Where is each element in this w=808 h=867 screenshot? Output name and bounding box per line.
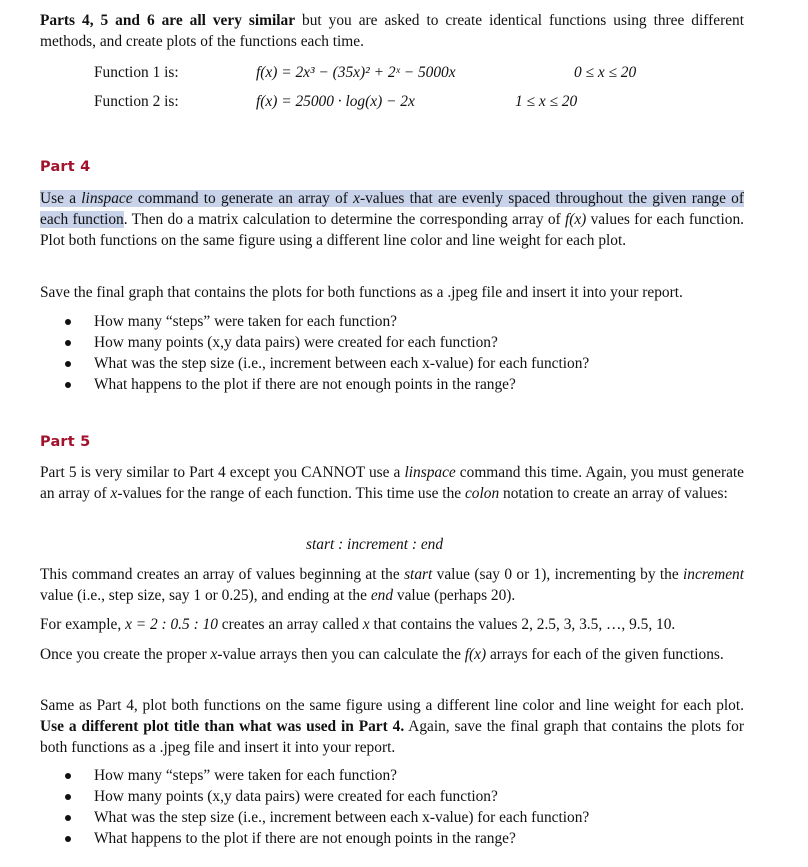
part4-question-list [40,311,589,395]
part4-x-var: x [353,190,360,207]
part5-p3-text-c: that contains the values 2, 2.5, 3, 3.5, …, 9.5, 10. [369,616,676,633]
part4-question-1: How many “steps” were taken for each function? [94,313,397,330]
part4-fx-var: f(x) [564,211,587,228]
function-2-range: 1 ≤ x ≤ 20 [515,93,578,110]
part5-heading: Part 5 [40,434,91,450]
part5-p4-x-var: x [210,646,218,663]
part5-p4-text-c: arrays for each of the given functions. [486,646,724,663]
part5-question-1: How many “steps” were taken for each function? [94,767,397,784]
part5-paragraph-3 [40,614,744,635]
part5-colon-term: colon [464,485,500,502]
part5-p3-text-b: creates an array called [217,616,363,633]
bullet-icon [65,794,71,800]
part5-p5-text-a: Same as Part 4, plot both functions on the same figure using a different line color and line weight for each plot. [40,697,744,714]
list-item [40,374,589,395]
list-item [40,765,589,786]
part5-p1-text-d: notation to create an array of values: [499,485,728,502]
part4-p1-text-c: -values that are evenly spaced throughout the given range of each function [40,190,744,228]
part5-p1-text-a: Part 5 is very similar to Part 4 except you CANNOT use a [40,464,405,481]
part5-p4-text-b: -value arrays then you can calculate the [217,646,465,663]
list-item [40,311,589,332]
part4-question-3: What was the step size (i.e., increment between each x-value) for each function? [94,355,590,372]
part5-p3-x-var: x [362,616,370,633]
list-item [40,828,589,849]
bullet-icon [65,815,71,821]
part5-p5-bold: Use a different plot title than what was used in Part 4. [40,718,405,735]
bullet-icon [65,361,71,367]
part5-p2-text-b: value (say 0 or 1), incrementing by the [432,566,684,583]
part5-increment-term: increment [683,566,744,583]
part5-p3-text-a: For example, [40,616,126,633]
part5-formula: start : increment : end [306,536,444,553]
part5-x-var: x [110,485,118,502]
part5-paragraph-1 [40,462,744,504]
list-item [40,786,589,807]
bullet-icon [65,836,71,842]
part4-p1-text-b: command to generate an array of [132,190,354,207]
part5-p4-text-a: Once you create the proper [40,646,211,663]
part5-question-4: What happens to the plot if there are not enough points in the range? [94,830,516,847]
part5-linspace-term: linspace [404,464,456,481]
part5-end-term: end [370,587,394,604]
bullet-icon [65,382,71,388]
part5-question-3: What was the step size (i.e., increment between each x-value) for each function? [94,809,590,826]
part4-linspace-term: linspace [81,190,133,207]
part5-p2-text-d: value (perhaps 20). [393,587,516,604]
part5-p1-text-b: command this time. Again, you must generate an array of [40,464,745,502]
bullet-icon [65,319,71,325]
part4-p1-text-d: . Then do a matrix calculation to determine the corresponding array of [123,211,565,228]
intro-bold-lead: Parts 4, 5 and 6 are all very similar [40,12,296,29]
part5-p2-text-a: This command creates an array of values beginning at the [40,566,405,583]
part5-p5-text-b: Again, save the final graph that contains the plots for both functions as a .jpeg file and insert it into your report. [40,718,744,756]
part4-heading: Part 4 [40,159,91,175]
intro-text: but you are asked to create identical functions using three different methods, and create plots of the functions each time. [40,12,744,50]
part5-example-expression: x = 2 : 0.5 : 10 [125,616,218,633]
part4-p1-text-a: Use a [40,190,82,207]
part5-question-list [40,765,589,849]
list-item [40,807,589,828]
part5-paragraph-2 [40,564,744,606]
bullet-icon [65,340,71,346]
bullet-icon [65,773,71,779]
list-item [40,353,589,374]
part4-question-4: What happens to the plot if there are not enough points in the range? [94,376,516,393]
part5-paragraph-4 [40,644,744,665]
function-1-range: 0 ≤ x ≤ 20 [574,64,637,81]
part5-p2-text-c: value (i.e., step size, say 1 or 0.25), and ending at the [40,587,371,604]
part5-paragraph-5 [40,695,744,758]
function-1-equation: f(x) = 2x³ − (35x)² + 2ˣ − 5000x [256,64,456,81]
part4-p1-text-e: values for each function. Plot both functions on the same figure using a different line color and line weight for each plot. [40,211,745,249]
part5-p1-text-c: -values for the range of each function. This time use the [117,485,465,502]
list-item [40,332,589,353]
intro-paragraph [40,10,744,52]
part4-paragraph-2: Save the final graph that contains the plots for both functions as a .jpeg file and insert it into your report. [40,284,683,301]
part4-paragraph-1 [40,188,744,251]
part5-question-2: How many points (x,y data pairs) were created for each function? [94,788,498,805]
function-2-equation: f(x) = 25000 · log(x) − 2x [256,93,415,110]
function-1-label: Function 1 is: [94,64,179,81]
function-2-label: Function 2 is: [94,93,179,110]
part5-start-term: start [404,566,433,583]
part4-question-2: How many points (x,y data pairs) were created for each function? [94,334,498,351]
part5-p4-fx-var: f(x) [464,646,487,663]
